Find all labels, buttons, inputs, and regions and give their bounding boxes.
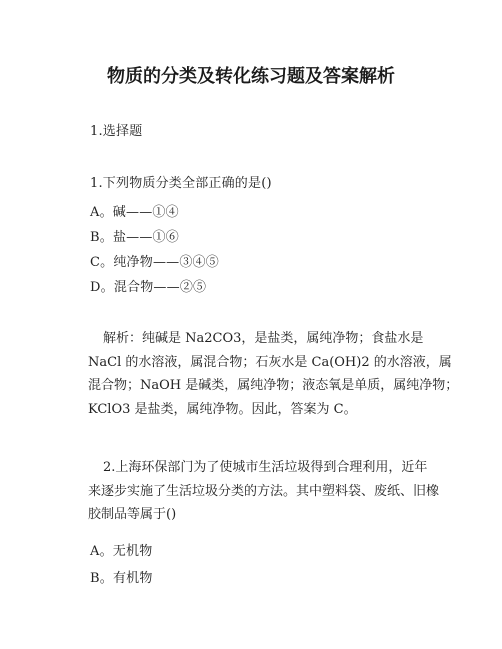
explanation-line: 解析：纯碱是 Na2CO3，是盐类，属纯净物；食盐水是 [103,331,424,346]
explanation-line: NaCl 的水溶液，属混合物；石灰水是 Ca(OH)2 的水溶液，属 [88,354,452,370]
question-1-option-d: D。混合物——②⑤ [90,280,207,295]
question-1-option-a: A。碱——①④ [90,205,179,220]
question-2-stem [88,456,443,527]
stem-line: 胶制品等属于() [88,507,177,522]
explanation-line: KClO3 是盐类，属纯净物。因此，答案为 C。 [88,401,357,417]
section-heading: 1.选择题 [90,124,143,139]
question-1-stem: 1.下列物质分类全部正确的是() [90,176,272,191]
question-1-option-b: B。盐——①⑥ [90,230,179,245]
explanation-line: 混合物；NaOH 是碱类，属纯净物；液态氧是单质，属纯净物； [88,378,459,393]
stem-line: 来逐步实施了生活垃圾分类的方法。其中塑料袋、废纸、旧橡 [88,483,440,499]
question-2-option-b: B。有机物 [90,571,153,586]
document-title: 物质的分类及转化练习题及答案解析 [107,66,395,87]
question-1-option-c: C。纯净物——③④⑤ [90,255,219,270]
stem-line: 2.上海环保部门为了使城市生活垃圾得到合理利用，近年 [103,460,428,475]
question-2-option-a: A。无机物 [90,544,153,559]
question-1-explanation [88,327,459,421]
